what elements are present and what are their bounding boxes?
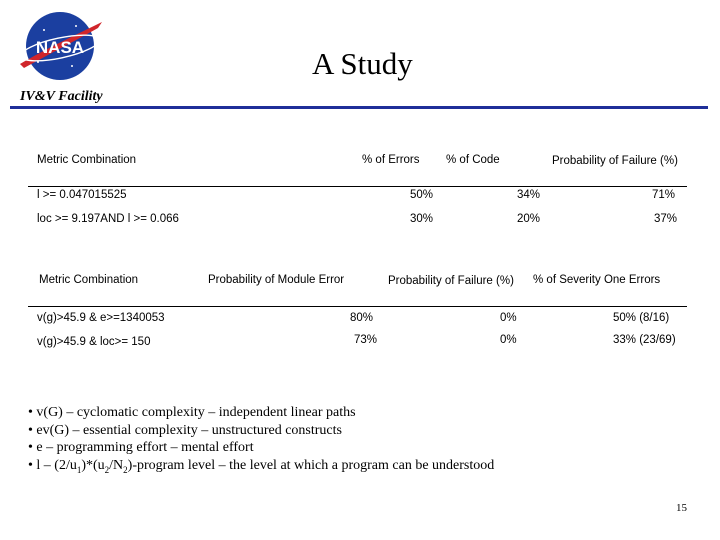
t2-r2-metric: v(g)>45.9 & loc>= 150: [37, 336, 151, 348]
t2-header-metric: Metric Combination: [39, 274, 139, 286]
t2-r1-probability: 0%: [500, 312, 517, 324]
svg-text:NASA: NASA: [35, 38, 85, 57]
t1-r1-code: 34%: [517, 189, 541, 201]
list-item: • l – $(2/u_1)*(u_2/N_2)$-program level – the level at which a program can be understood: [28, 457, 495, 475]
facility-label: IV&V Facility: [20, 89, 103, 104]
t1-r1-errors: 50%: [410, 189, 434, 201]
t1-header-metric: Metric Combination: [37, 154, 137, 166]
list-item: • v(G) – cyclomatic complexity – independent linear paths: [28, 405, 356, 420]
t1-header-probability: Probability of Failure (%): [552, 155, 678, 167]
slide-title: A Study: [312, 46, 413, 81]
t1-r2-code: 20%: [517, 213, 541, 225]
t2-header-severity: % of Severity One Errors: [533, 274, 661, 286]
t2-r2-probability: 0%: [500, 334, 517, 346]
t2-divider: [28, 306, 687, 307]
t2-header-module-error: Probability of Module Error: [208, 274, 345, 286]
t2-r2-module-error: 73%: [354, 334, 378, 346]
t2-r1-severity: 50% (8/16): [613, 312, 670, 324]
list-item: • e – programming effort – mental effort: [28, 440, 254, 455]
t2-header-probability: Probability of Failure (%): [388, 275, 514, 287]
t2-r2-severity: 33% (23/69): [613, 334, 676, 346]
list-item: • ev(G) – essential complexity – unstructured constructs: [28, 422, 342, 438]
t2-r1-module-error: 80%: [350, 312, 374, 324]
t1-r2-probability: 37%: [654, 213, 678, 225]
t2-r1-metric: v(g)>45.9 & e>=1340053: [37, 312, 165, 324]
t1-r2-errors: 30%: [410, 213, 434, 225]
t1-header-code: % of Code: [446, 154, 500, 166]
t1-r2-metric: loc >= 9.197AND l >= 0.066: [37, 213, 179, 225]
header-rule: [10, 106, 708, 109]
t1-r1-probability: 71%: [652, 189, 676, 201]
t1-r1-metric: l >= 0.047015525: [37, 189, 127, 201]
t1-divider: [28, 186, 687, 187]
definitions-list: [28, 404, 494, 474]
nasa-logo: [14, 6, 106, 86]
t1-header-errors: % of Errors: [362, 154, 420, 166]
page-number: 15: [676, 502, 687, 514]
